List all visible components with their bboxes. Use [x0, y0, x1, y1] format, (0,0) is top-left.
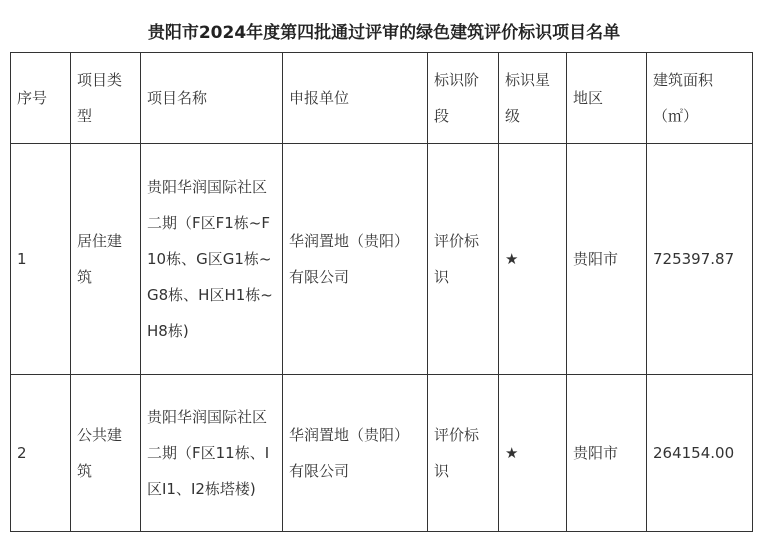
cell-type: 居住建筑 [71, 144, 141, 375]
project-table [10, 52, 753, 532]
cell-unit: 华润置地（贵阳）有限公司 [283, 375, 428, 532]
header-name: 项目名称 [141, 53, 283, 144]
header-area: 建筑面积（㎡） [647, 53, 753, 144]
cell-area: 264154.00 [647, 375, 753, 532]
cell-area: 725397.87 [647, 144, 753, 375]
header-stage: 标识阶段 [428, 53, 499, 144]
cell-region: 贵阳市 [567, 375, 647, 532]
cell-stage: 评价标识 [428, 144, 499, 375]
cell-name: 贵阳华润国际社区二期（F区F1栋~F10栋、G区G1栋~G8栋、H区H1栋~H8栋) [141, 144, 283, 375]
cell-level: ★ [499, 375, 567, 532]
table-row [11, 144, 753, 375]
header-level: 标识星级 [499, 53, 567, 144]
cell-region: 贵阳市 [567, 144, 647, 375]
cell-name: 贵阳华润国际社区二期（F区11栋、I区I1、I2栋塔楼) [141, 375, 283, 532]
table-row [11, 375, 753, 532]
cell-seq: 2 [11, 375, 71, 532]
header-unit: 申报单位 [283, 53, 428, 144]
header-region: 地区 [567, 53, 647, 144]
cell-unit: 华润置地（贵阳）有限公司 [283, 144, 428, 375]
header-seq: 序号 [11, 53, 71, 144]
cell-seq: 1 [11, 144, 71, 375]
table-header-row [11, 53, 753, 144]
cell-stage: 评价标识 [428, 375, 499, 532]
cell-level: ★ [499, 144, 567, 375]
cell-type: 公共建筑 [71, 375, 141, 532]
page-title: 贵阳市2024年度第四批通过评审的绿色建筑评价标识项目名单 [147, 23, 621, 43]
header-type: 项目类型 [71, 53, 141, 144]
